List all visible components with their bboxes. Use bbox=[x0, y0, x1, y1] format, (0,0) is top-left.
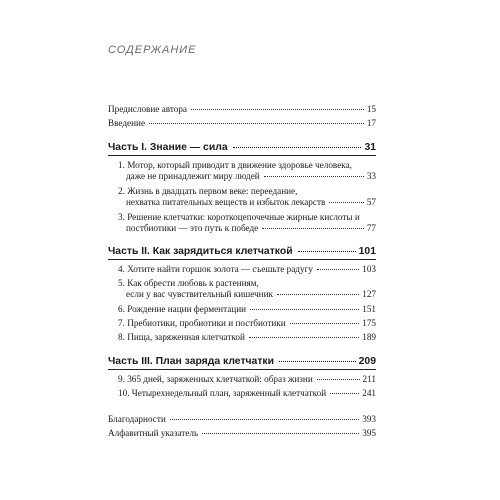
toc-chapter-6[interactable] bbox=[108, 304, 376, 315]
dot-leader bbox=[191, 109, 364, 110]
entry-page: 395 bbox=[362, 428, 376, 438]
dot-leader bbox=[250, 309, 359, 310]
chapter-title-line2-row bbox=[118, 223, 376, 234]
toc-part-3[interactable] bbox=[108, 356, 376, 368]
toc-chapter-3[interactable] bbox=[108, 212, 376, 234]
chapter-title-line2: даже не принадлежит миру людей bbox=[126, 171, 260, 181]
chapter-title: 6. Рождение нации ферментации bbox=[118, 304, 247, 314]
entry-page: 393 bbox=[362, 414, 376, 424]
entry-page: 17 bbox=[366, 118, 376, 128]
dot-leader bbox=[317, 269, 359, 270]
chapter-title-line1: 2. Жизнь в двадцать первом веке: переедание, bbox=[118, 186, 298, 196]
chapter-title-line1: 1. Мотор, который приводит в движение здоровье человека, bbox=[118, 160, 352, 170]
dot-leader bbox=[290, 323, 360, 324]
toc-chapter-4[interactable] bbox=[108, 264, 376, 275]
chapter-page: 33 bbox=[366, 171, 376, 181]
entry-label: Предисловие автора bbox=[108, 104, 188, 114]
part-divider bbox=[108, 369, 376, 370]
chapter-page: 189 bbox=[362, 332, 376, 342]
dot-leader bbox=[298, 251, 356, 252]
part-title: Часть II. Как зарядиться клетчаткой bbox=[108, 246, 293, 257]
part-page: 31 bbox=[364, 142, 376, 153]
dot-leader bbox=[330, 393, 359, 394]
dot-leader bbox=[249, 337, 359, 338]
toc-entry-index[interactable] bbox=[108, 428, 376, 439]
toc-entry-preface[interactable] bbox=[108, 104, 376, 115]
toc-part-1[interactable] bbox=[108, 142, 376, 154]
chapter-title-line2: постбиотики — это путь к победе bbox=[126, 223, 259, 233]
part-page: 209 bbox=[358, 356, 376, 367]
chapter-title-line2-row bbox=[118, 289, 376, 300]
dot-leader bbox=[262, 228, 364, 229]
chapter-title: 9. 365 дней, заряженных клетчаткой: образ жизни bbox=[118, 374, 313, 384]
chapter-page: 211 bbox=[362, 374, 376, 384]
dot-leader bbox=[149, 123, 364, 124]
chapter-page: 77 bbox=[366, 223, 376, 233]
toc-chapter-7[interactable] bbox=[108, 318, 376, 329]
dot-leader bbox=[202, 433, 359, 434]
toc-chapter-1[interactable] bbox=[108, 160, 376, 182]
entry-label: Благодарности bbox=[108, 414, 166, 424]
chapter-title-line1: 3. Решение клетчатки: короткоцепочечные жирные кислоты и bbox=[118, 212, 360, 222]
toc-chapter-10[interactable] bbox=[108, 388, 376, 399]
part-page: 101 bbox=[358, 246, 376, 257]
chapter-title-line2: нехватка питательных веществ и избыток лекарств bbox=[126, 197, 326, 207]
chapter-page: 103 bbox=[362, 264, 376, 274]
dot-leader bbox=[279, 361, 356, 362]
part-divider bbox=[108, 155, 376, 156]
dot-leader bbox=[264, 176, 364, 177]
chapter-page: 151 bbox=[362, 304, 376, 314]
chapter-title: 4. Хотите найти горшок золота — съешьте радугу bbox=[118, 264, 313, 274]
toc-heading: СОДЕРЖАНИЕ bbox=[108, 44, 197, 56]
toc-entry-introduction[interactable] bbox=[108, 118, 376, 129]
entry-page: 15 bbox=[366, 104, 376, 114]
part-title: Часть III. План заряда клетчатки bbox=[108, 356, 275, 367]
toc-part-2[interactable] bbox=[108, 246, 376, 258]
toc-entry-acknowledgements[interactable] bbox=[108, 414, 376, 425]
chapter-page: 241 bbox=[362, 388, 376, 398]
chapter-page: 175 bbox=[362, 318, 376, 328]
toc-chapter-5[interactable] bbox=[108, 278, 376, 300]
chapter-title: 7. Пребиотики, пробиотики и постбиотики bbox=[118, 318, 286, 328]
toc-chapter-9[interactable] bbox=[108, 374, 376, 385]
part-title: Часть I. Знание — сила bbox=[108, 142, 228, 153]
chapter-page: 127 bbox=[362, 289, 376, 299]
chapter-title: 8. Пища, заряженная клетчаткой bbox=[118, 332, 245, 342]
chapter-title-line2-row bbox=[118, 171, 376, 182]
part-divider bbox=[108, 259, 376, 260]
dot-leader bbox=[170, 419, 359, 420]
dot-leader bbox=[277, 294, 359, 295]
chapter-title-line2-row bbox=[118, 197, 376, 208]
toc-chapter-2[interactable] bbox=[108, 186, 376, 208]
chapter-title-line2: если у вас чувствительный кишечник bbox=[126, 289, 273, 299]
chapter-title-line1: 5. Как обрести любовь к растениям, bbox=[118, 278, 259, 288]
chapter-page: 57 bbox=[366, 197, 376, 207]
dot-leader bbox=[233, 147, 362, 148]
chapter-title: 10. Четырехнедельный план, заряженный клетчаткой bbox=[118, 388, 327, 398]
entry-label: Введение bbox=[108, 118, 146, 128]
entry-label: Алфавитный указатель bbox=[108, 428, 199, 438]
toc-chapter-8[interactable] bbox=[108, 332, 376, 343]
dot-leader bbox=[329, 202, 364, 203]
dot-leader bbox=[317, 379, 360, 380]
